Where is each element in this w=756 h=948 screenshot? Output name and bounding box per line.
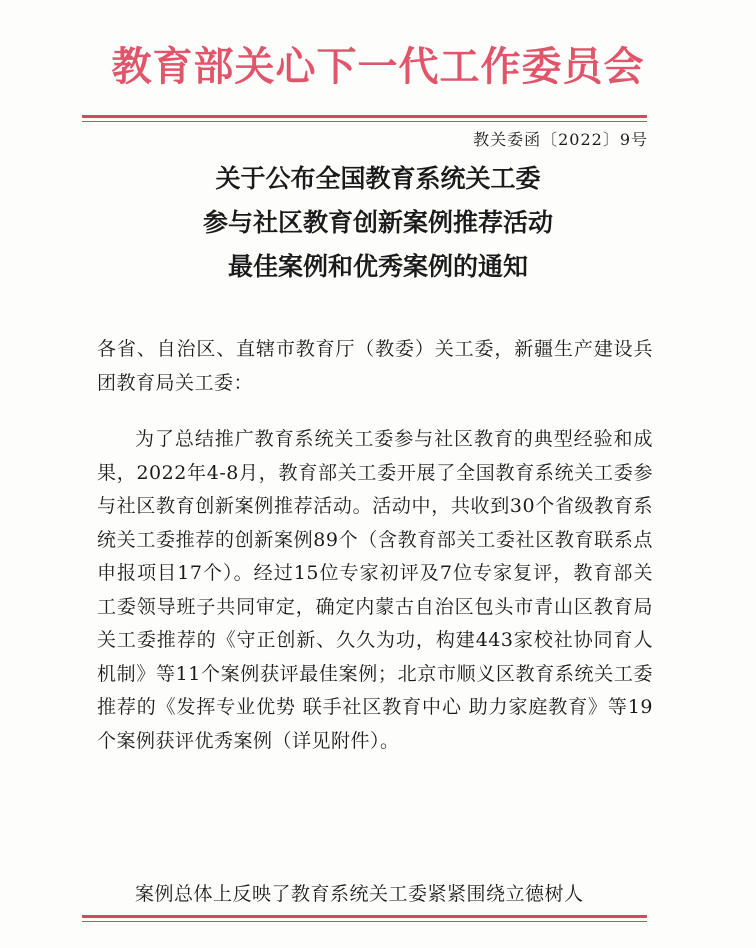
header-red-rule [82,115,647,118]
body-paragraph: 案例总体上反映了教育系统关工委紧紧围绕立德树人 [135,883,584,905]
document-number: 教关委函〔2022〕9号 [473,130,648,149]
footer-red-rule [82,915,647,918]
title-line: 参与社区教育创新案例推荐活动 [202,208,553,237]
org-header: 教育部关心下一代工作委员会 [111,44,645,90]
footer-red-rule-thin [82,921,647,922]
salutation: 各省、自治区、直辖市教育厅（教委）关工委，新疆生产建设兵团教育局关工委： [97,338,653,394]
document-title [0,157,756,289]
body-paragraph: 为了总结推广教育系统关工委参与社区教育的典型经验和成果，2022年4-8月，教育部关工委开展了全国教育系统关工委参与社区教育创新案例推荐活动。活动中，共收到30个省级教育系统关工委推荐的创新案例89个（含教育部关工委社区教育联系点申报项目17个）。经过15位专家初评及7位专家复评，教育部关工委领导班子共同审定，确定内蒙古自治区包头市青山区教育局关工委推荐的《守正创新、久久为功，构建443家校社协同育人机制》等11个案例获评最佳案例；北京市顺义区教育系统关工委推荐的《发挥专业优势 联手社区教育中心 助力家庭教育》等19个案例获评优秀案例（详见附件）。 [97,428,653,752]
header-red-rule-thin [82,121,647,122]
title-line: 关于公布全国教育系统关工委 [215,164,541,193]
title-line: 最佳案例和优秀案例的通知 [227,252,528,281]
